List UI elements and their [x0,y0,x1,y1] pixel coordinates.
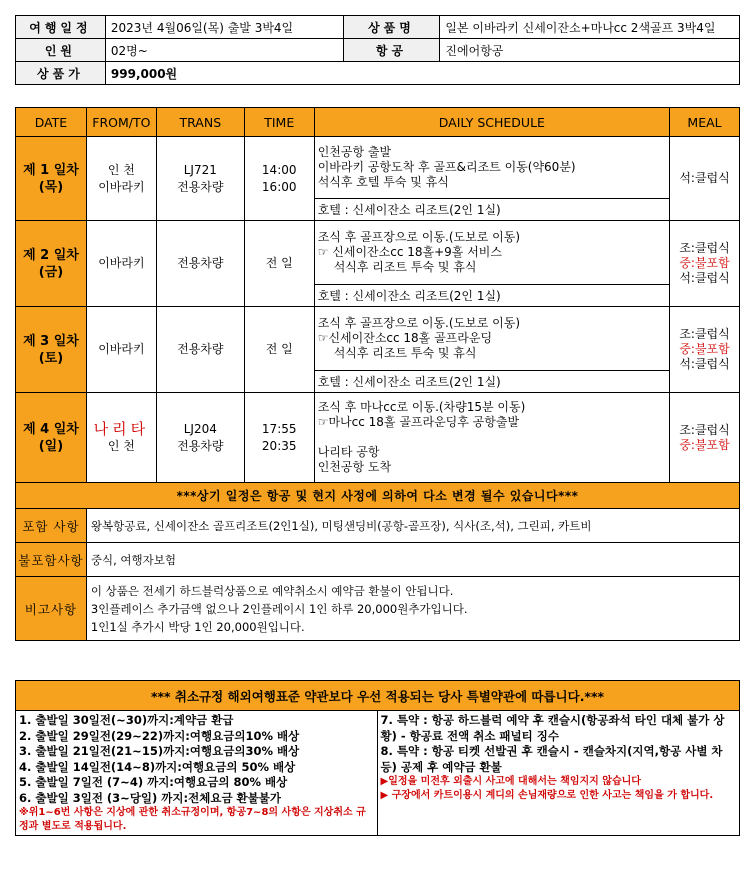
day-weekday: (목) [38,179,64,195]
day-weekday: (금) [38,264,64,280]
day-number: 제 4 일차 [23,421,79,437]
from-to-cell [86,393,156,483]
cancel-rule: 6. 출발일 3일전 (3~당일) 까지:전체요금 환불불가 [19,790,281,805]
product-value: 일본 이바라키 신세이잔소+마나cc 2색골프 3박4일 [440,16,740,39]
schedule-notice: ***상기 일정은 항공 및 현지 사정에 의하여 다소 변경 될수 있습니다*** [16,483,740,509]
meal-lunch: 중:불포함 [679,342,730,356]
price-label: 상품가 [16,62,106,85]
excluded-value: 중식, 여행자보험 [86,543,739,577]
day-number: 제 2 일차 [23,247,79,263]
schedule-line: 조식 후 골프장으로 이동.(도보로 이동) [317,316,521,330]
meal-cell [670,137,740,221]
cancel-note: ▶ 구장에서 카트이용시 계디의 손님재량으로 인한 사고는 책임을 가 합니다. [380,789,714,801]
schedule-line: ☞ 신세이잔소cc 18홀+9홀 서비스 [317,245,502,259]
airline-value: 진에어항공 [440,39,740,62]
schedule-line: 석식후 리조트 투숙 및 휴식 [333,260,477,274]
remark-line: 3인플레이스 추가금액 없으나 2인플레이시 1인 하루 20,000원추가입니다. [90,601,468,616]
trans-cell: 전용차량 [156,307,244,393]
schedule-line: 조식 후 골프장으로 이동.(도보로 이동) [317,230,521,244]
cancellation-table [15,680,740,836]
hotel-cell: 호텔 : 신세이잔소 리조트(2인 1실) [314,371,669,393]
schedule-line: 인천공항 출발 [317,145,392,159]
meal-lunch: 중:불포함 [679,256,730,270]
day-label [16,221,87,307]
day-weekday: (일) [38,438,64,454]
header-meal: MEAL [670,108,740,137]
depart-time: 17:55 [261,421,297,436]
schedule-cell [314,307,669,371]
cancel-rule: 5. 출발일 7일전 (7~4) 까지:여행요금의 80% 배상 [19,775,288,789]
cancel-rule: 4. 출발일 14일전(14~8)까지:여행요금의 50% 배상 [19,759,296,774]
remark-line: 1인1실 추가시 박당 1인 20,000원입니다. [90,619,305,634]
flight-number: LJ721 [183,162,217,177]
day-label [16,307,87,393]
header-from-to: FROM/TO [86,108,156,137]
header-schedule: DAILY SCHEDULE [314,108,669,137]
trip-info-table [15,15,740,85]
date-value: 2023년 4월06일(목) 출발 3박4일 [105,16,343,39]
to-place: 인 천 [107,438,135,453]
trans-cell [156,393,244,483]
cancel-note: ▶일정을 미전후 외출시 사고에 대해서는 책임지지 않습니다 [380,776,641,787]
cancel-rule: 7. 특약 : 항공 하드블럭 예약 후 캔슬시(항공좌석 타인 대체 불가 상황) - 항공료 전액 취소 패널티 징수 [380,713,725,743]
schedule-table [15,107,740,641]
time-cell [244,137,314,221]
schedule-line: 조식 후 마나cc로 이동.(차량15분 이동) [317,400,526,414]
schedule-cell [314,221,669,285]
hotel-cell: 호텔 : 신세이잔소 리조트(2인 1실) [314,285,669,307]
arrive-time: 16:00 [261,179,297,194]
day-row [16,393,740,483]
header-trans: TRANS [156,108,244,137]
remarks-label: 비고사항 [16,577,87,641]
schedule-header-row [16,108,740,137]
meal-breakfast: 조:클럽식 [679,327,730,341]
cancellation-rules-left [16,711,378,836]
schedule-line: 나리타 공항 [317,445,380,459]
cancellation-rules-right [377,711,739,836]
day-row [16,221,740,285]
from-place: 나리타 [93,419,150,438]
meal-lunch: 중:불포함 [679,437,730,452]
depart-time: 14:00 [261,162,297,177]
meal-breakfast: 조:클럽식 [679,422,730,437]
trans-cell: 전용차량 [156,221,244,307]
included-label: 포함 사항 [16,509,87,543]
cancel-rule: 1. 출발일 30일전(~30)까지:계약금 환급 [19,713,234,727]
meal-cell [670,393,740,483]
day-row [16,307,740,371]
meal-dinner: 석:클럽식 [679,357,730,371]
remarks-value [86,577,739,641]
cancel-note: ※위1~6번 사항은 지상에 관한 취소규정이며, 항공7~8의 사항은 지상취소 규정과 별도로 적용됩니다. [19,807,366,832]
time-cell: 전 일 [244,221,314,307]
meal-cell [670,221,740,307]
day-row [16,137,740,199]
cancel-rule: 3. 출발일 21일전(21~15)까지:여행요금의30% 배상 [19,744,300,758]
day-label [16,393,87,483]
schedule-line: ☞신세이잔소cc 18홀 골프라운딩 [317,331,493,345]
schedule-cell [314,137,669,199]
time-cell: 전 일 [244,307,314,393]
day-number: 제 3 일차 [23,333,79,349]
meal-breakfast: 조:클럽식 [679,241,730,255]
from-place: 인 천 [107,162,135,177]
cancel-rule: 8. 특약 : 항공 티켓 선발권 후 캔슬시 - 캔슬차지(지역,항공 사별 차등) 공제 후 예약금 환불 [380,744,723,774]
schedule-cell [314,393,669,483]
cancellation-title: *** 취소규정 해외여행표준 약관보다 우선 적용되는 당사 특별약관에 따릅니다.*** [16,681,740,711]
meal-cell [670,307,740,393]
schedule-line: ☞마나cc 18홀 골프라운딩후 공항출발 [317,415,520,429]
hotel-cell: 호텔 : 신세이잔소 리조트(2인 1실) [314,199,669,221]
schedule-spacer [318,430,666,445]
day-label [16,137,87,221]
trans-cell [156,137,244,221]
from-to-cell [86,137,156,221]
price-value: 999,000원 [105,62,739,85]
schedule-line: 이바라키 공항도착 후 골프&리조트 이동(약60분) [317,160,576,174]
remark-line: 이 상품은 전세기 하드블럭상품으로 예약취소시 예약금 환불이 안됩니다. [90,583,454,598]
day-number: 제 1 일차 [23,162,79,178]
arrive-time: 20:35 [261,438,297,453]
flight-number: LJ204 [183,421,217,436]
schedule-line: 석식후 호텔 투숙 및 휴식 [317,175,449,189]
vehicle: 전용차량 [177,179,224,194]
airline-label: 항공 [343,39,440,62]
people-label: 인원 [16,39,106,62]
product-label: 상품명 [343,16,440,39]
cancel-rule: 2. 출발일 29일전(29~22)까지:여행요금의10% 배상 [19,728,300,743]
place-cell: 이바라키 [86,221,156,307]
meal-dinner: 석:클럽식 [679,171,730,185]
date-label: 여행일정 [16,16,106,39]
included-value: 왕복항공료, 신세이잔소 골프리조트(2인1실), 미팅샌딩비(공항-골프장), 식사(조,석), 그린피, 카트비 [86,509,739,543]
header-date: DATE [16,108,87,137]
place-cell: 이바라키 [86,307,156,393]
time-cell [244,393,314,483]
people-value: 02명~ [105,39,343,62]
schedule-line: 석식후 리조트 투숙 및 휴식 [333,346,477,360]
schedule-line: 인천공항 도착 [317,460,392,474]
meal-dinner: 석:클럽식 [679,271,730,285]
to-place: 이바라키 [98,179,145,194]
vehicle: 전용차량 [177,438,224,453]
header-time: TIME [244,108,314,137]
day-weekday: (토) [38,350,64,366]
excluded-label: 불포함사항 [16,543,87,577]
